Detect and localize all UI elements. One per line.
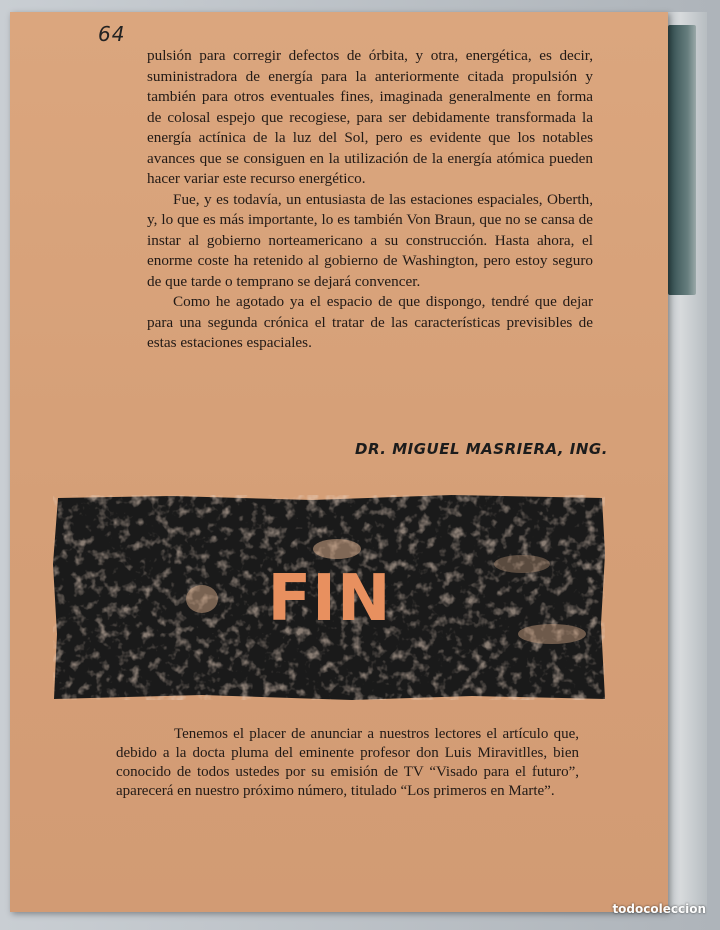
paragraph-2: Fue, y es todavía, un entusiasta de las estaciones espaciales, Oberth, y, lo que es más importante, lo es también Von Braun, que no se cansa de instar al gobierno norteamericano a su construcción. Hasta ahora, el enorme coste ha retenido al gobierno de Washington, pero estoy seguro de que tarde o temprano se dejará convencer. (147, 190, 593, 290)
paragraph-1: pulsión para corregir defectos de órbita, y otra, energética, es decir, suministradora de energía para la anteriormente citada propulsión y también para otros eventuales fines, imaginada generalmente en forma de colosal espejo que recogiese, para ser debidamente transformada la energía actínica de la luz del Sol, pero es evidente que los notables avances que se consiguen en la utilización de la energía atómica pueden hacer variar este recurso energético. (147, 47, 593, 187)
next-issue-announcement (116, 725, 579, 801)
fin-title: FIN (267, 562, 392, 636)
underlying-cover-edge (668, 25, 696, 295)
article-body (147, 46, 593, 354)
announcement-text: Tenemos el placer de anunciar a nuestros lectores el artículo que, debido a la docta pluma del eminente profesor don Luis Miravitlles, bien conocido de todos ustedes por su emisión de TV “Visado para el futuro”, aparecerá en nuestro próximo número, titulado “Los primeros en Marte”. (116, 726, 579, 799)
author-signature: DR. MIGUEL MASRIERA, ING. (355, 440, 608, 458)
watermark: todocoleccion (612, 902, 706, 916)
paragraph-3: Como he agotado ya el espacio de que dispongo, tendré que dejar para una segunda crónica el tratar de las características previsibles de estas estaciones espaciales. (147, 293, 593, 351)
page-number: 64 (98, 22, 126, 46)
